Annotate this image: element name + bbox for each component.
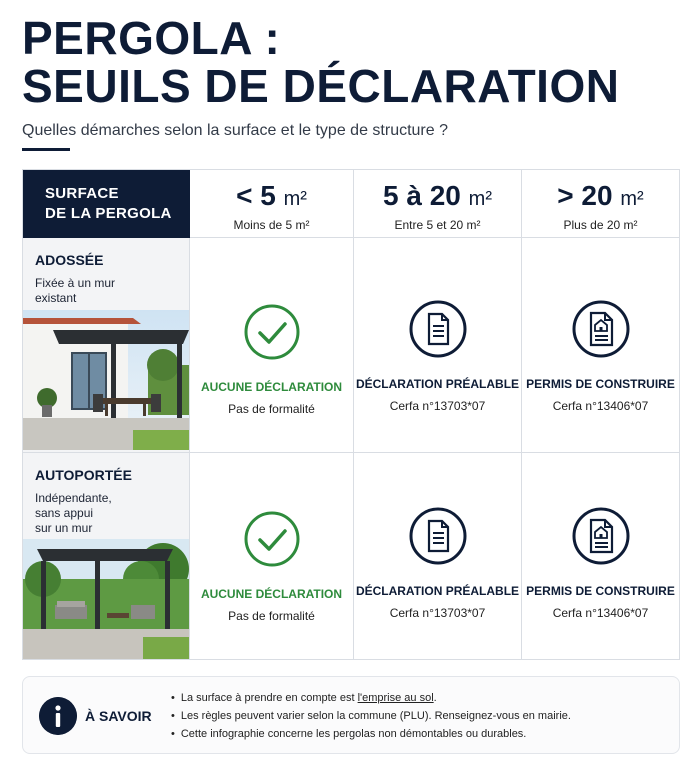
cell-adossee-small	[190, 238, 354, 453]
info-box	[22, 676, 680, 754]
row-description: Fixée à un mur existant	[35, 276, 116, 305]
check-icon	[243, 510, 301, 568]
col-header-medium	[354, 170, 522, 238]
cell-sublabel: Cerfa n°13406*07	[552, 399, 649, 413]
title-line-1: PERGOLA :	[22, 12, 281, 64]
row-description: Indépendante, sans appui sur un mur	[35, 491, 112, 535]
threshold-table	[22, 169, 680, 660]
col-header-unit: m²	[468, 188, 492, 210]
cell-sublabel: Pas de formalité	[228, 609, 315, 623]
document-icon	[409, 300, 467, 358]
corner-header	[23, 170, 190, 238]
row-title: AUTOPORTÉE	[35, 467, 132, 483]
col-header-unit: m²	[283, 188, 307, 210]
info-bullet-end: .	[433, 692, 437, 704]
corner-line-1: SURFACE	[45, 185, 119, 202]
col-header-sub: Entre 5 et 20 m²	[394, 218, 481, 232]
house-document-icon	[572, 507, 630, 565]
info-bullet-text: La surface à prendre en compte est	[180, 692, 358, 704]
col-header-value: < 5	[236, 180, 276, 211]
info-heading: À SAVOIR	[85, 708, 152, 724]
row-label-autoportee	[23, 453, 190, 659]
col-header-value: > 20	[557, 180, 613, 211]
house-document-icon	[572, 300, 630, 358]
col-header-unit: m²	[620, 188, 644, 210]
cell-sublabel: Cerfa n°13703*07	[389, 399, 486, 413]
page-title	[22, 14, 619, 110]
cell-label: DÉCLARATION PRÉALABLE	[355, 584, 520, 598]
cell-label: PERMIS DE CONSTRUIRE	[526, 377, 675, 391]
emprise-link[interactable]: l'emprise au sol	[357, 692, 434, 704]
cell-label: DÉCLARATION PRÉALABLE	[355, 377, 520, 391]
info-bullet	[171, 689, 571, 707]
cell-autoportee-large	[522, 453, 679, 659]
info-icon	[39, 697, 77, 735]
info-list	[171, 689, 571, 743]
col-header-large	[522, 170, 679, 238]
row-label-adossee	[23, 238, 190, 453]
check-icon	[243, 303, 301, 361]
page-subtitle: Quelles démarches selon la surface et le type de structure ?	[22, 122, 448, 139]
col-header-value: 5 à 20	[383, 180, 461, 211]
cell-sublabel: Pas de formalité	[228, 402, 315, 416]
cell-autoportee-medium	[354, 453, 522, 659]
col-header-sub: Plus de 20 m²	[563, 218, 638, 232]
col-header-small	[190, 170, 354, 238]
title-line-2: SEUILS DE DÉCLARATION	[22, 60, 620, 112]
cell-autoportee-small	[190, 453, 354, 659]
info-bullet: • Cette infographie concerne les pergolas non démontables ou durables.	[171, 725, 571, 743]
row-title: ADOSSÉE	[35, 252, 104, 268]
col-header-sub: Moins de 5 m²	[233, 218, 310, 232]
cell-label: AUCUNE DÉCLARATION	[200, 380, 343, 394]
cell-adossee-medium	[354, 238, 522, 453]
pergola-autoportee-photo	[23, 539, 189, 659]
cell-label: AUCUNE DÉCLARATION	[200, 587, 343, 601]
corner-line-2: DE LA PERGOLA	[45, 205, 172, 222]
cell-adossee-large	[522, 238, 679, 453]
cell-sublabel: Cerfa n°13703*07	[389, 606, 486, 620]
document-icon	[409, 507, 467, 565]
cell-label: PERMIS DE CONSTRUIRE	[526, 584, 675, 598]
pergola-adossee-photo	[23, 310, 189, 450]
info-bullet: • Les règles peuvent varier selon la commune (PLU). Renseignez-vous en mairie.	[171, 707, 571, 725]
title-underline	[22, 148, 70, 151]
cell-sublabel: Cerfa n°13406*07	[552, 606, 649, 620]
